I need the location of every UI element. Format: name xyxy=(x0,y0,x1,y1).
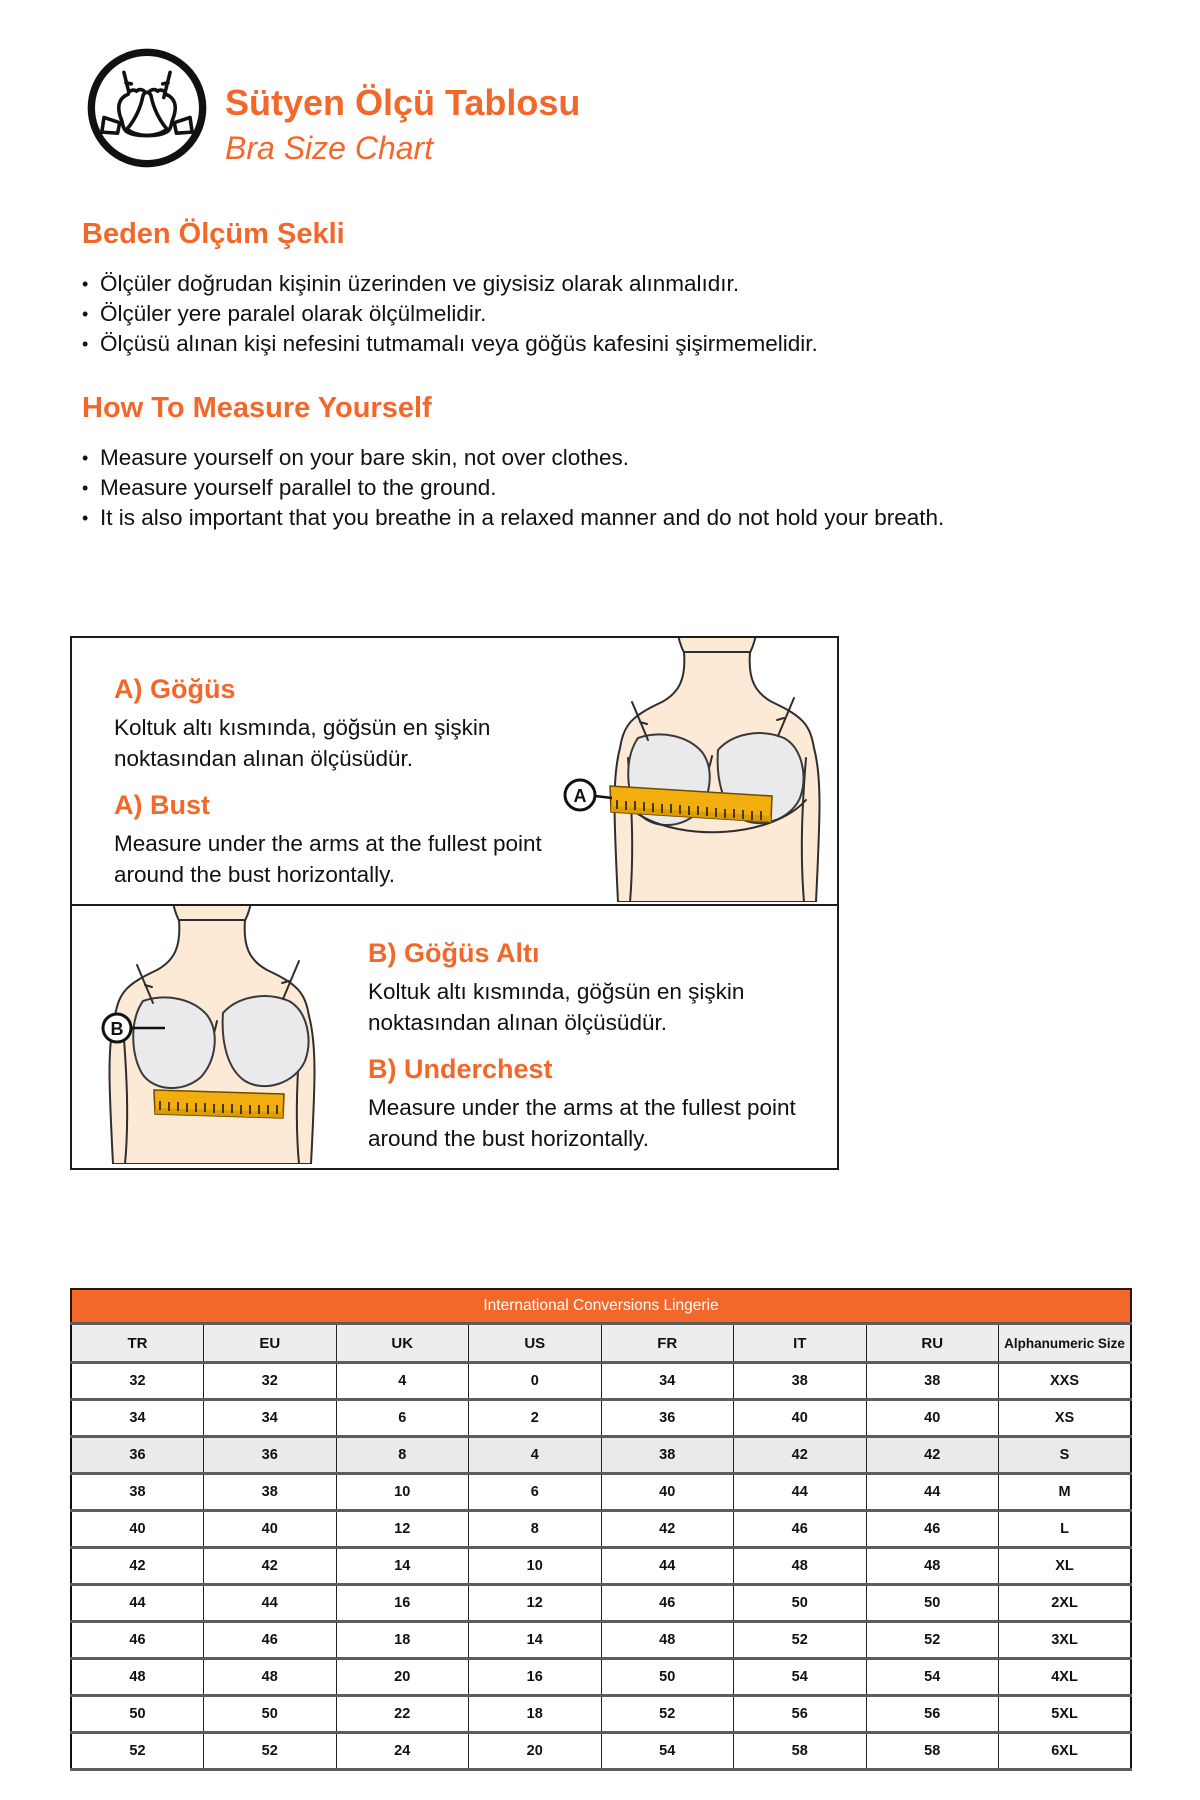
column-header-eu: EU xyxy=(204,1324,337,1363)
table-cell: 50 xyxy=(866,1585,999,1622)
measure-box-underchest xyxy=(70,904,839,1170)
table-cell: 12 xyxy=(336,1511,469,1548)
table-cell: 50 xyxy=(734,1585,867,1622)
table-cell: 40 xyxy=(204,1511,337,1548)
page-title: Sütyen Ölçü Tablosu xyxy=(225,82,581,123)
table-cell: 38 xyxy=(866,1363,999,1400)
bra-icon xyxy=(84,45,210,171)
table-row xyxy=(71,1622,1131,1659)
table-row xyxy=(71,1585,1131,1622)
table-cell: 38 xyxy=(204,1474,337,1511)
table-cell: 48 xyxy=(71,1659,204,1696)
table-cell: 46 xyxy=(71,1622,204,1659)
table-cell: 46 xyxy=(866,1511,999,1548)
table-cell: 48 xyxy=(601,1622,734,1659)
bullet-item xyxy=(82,269,1142,299)
table-cell: 52 xyxy=(866,1622,999,1659)
table-cell: 14 xyxy=(469,1622,602,1659)
bullet-icon: • xyxy=(82,274,89,294)
label-b-text: B xyxy=(110,1019,124,1039)
table-cell: 4XL xyxy=(999,1659,1132,1696)
table-cell: 48 xyxy=(734,1548,867,1585)
table-cell: 40 xyxy=(601,1474,734,1511)
bust-body-en: Measure under the arms at the fullest point around the bust horizontally. xyxy=(114,831,542,887)
bullet-icon: • xyxy=(82,304,89,324)
label-a-text: A xyxy=(573,786,587,806)
bullet-text: Ölçüler doğrudan kişinin üzerinden ve giysisiz olarak alınmalıdır. xyxy=(100,271,740,296)
table-cell: 6 xyxy=(336,1400,469,1437)
bullet-text: Measure yourself on your bare skin, not over clothes. xyxy=(100,445,630,470)
column-header-us: US xyxy=(469,1324,602,1363)
table-row xyxy=(71,1363,1131,1400)
label-a-badge xyxy=(565,780,595,810)
underchest-heading-en: B) Underchest xyxy=(368,1054,553,1084)
table-cell: 50 xyxy=(71,1696,204,1733)
table-cell: 4 xyxy=(336,1363,469,1400)
table-cell: 52 xyxy=(734,1622,867,1659)
table-cell: 58 xyxy=(734,1733,867,1770)
table-cell: 36 xyxy=(601,1400,734,1437)
table-cell: 54 xyxy=(734,1659,867,1696)
table-cell: 52 xyxy=(601,1696,734,1733)
bullet-text: Ölçüsü alınan kişi nefesini tutmamalı veya göğüs kafesini şişirmemelidir. xyxy=(100,331,818,356)
column-header-uk: UK xyxy=(336,1324,469,1363)
table-row xyxy=(71,1400,1131,1437)
bust-text-block xyxy=(114,674,544,906)
bullet-item xyxy=(82,473,1142,503)
bullet-icon: • xyxy=(82,334,89,354)
size-conversion-table xyxy=(70,1288,1132,1771)
bullet-icon: • xyxy=(82,478,89,498)
table-cell: 42 xyxy=(204,1548,337,1585)
table-row xyxy=(71,1474,1131,1511)
bullet-text: Measure yourself parallel to the ground. xyxy=(100,475,497,500)
table-cell: 8 xyxy=(336,1437,469,1474)
table-cell: 12 xyxy=(469,1585,602,1622)
section-heading-tr: Beden Ölçüm Şekli xyxy=(82,218,345,250)
bullet-text: It is also important that you breathe in a relaxed manner and do not hold your breath. xyxy=(100,505,945,530)
table-cell: XS xyxy=(999,1400,1132,1437)
table-cell: 58 xyxy=(866,1733,999,1770)
table-cell: 2XL xyxy=(999,1585,1132,1622)
table-cell: 44 xyxy=(71,1585,204,1622)
label-b-badge xyxy=(103,1014,131,1042)
table-cell: 38 xyxy=(734,1363,867,1400)
table-cell: 46 xyxy=(601,1585,734,1622)
table-row xyxy=(71,1696,1131,1733)
table-cell: 16 xyxy=(336,1585,469,1622)
table-cell: 18 xyxy=(336,1622,469,1659)
table-cell: 18 xyxy=(469,1696,602,1733)
table-cell: 20 xyxy=(336,1659,469,1696)
table-cell: 54 xyxy=(601,1733,734,1770)
table-header-row xyxy=(71,1324,1131,1363)
bullet-list-en xyxy=(82,443,1142,533)
bust-body-tr: Koltuk altı kısmında, göğsün en şişkin noktasından alınan ölçüsüdür. xyxy=(114,715,491,771)
table-cell: 34 xyxy=(71,1400,204,1437)
table-cell: 42 xyxy=(71,1548,204,1585)
table-cell: S xyxy=(999,1437,1132,1474)
table-cell: 46 xyxy=(204,1622,337,1659)
section-heading-en: How To Measure Yourself xyxy=(82,392,432,424)
table-cell: 34 xyxy=(601,1363,734,1400)
bullet-text: Ölçüler yere paralel olarak ölçülmelidir. xyxy=(100,301,487,326)
table-cell: 6XL xyxy=(999,1733,1132,1770)
table-cell: 38 xyxy=(601,1437,734,1474)
measure-box-bust xyxy=(70,636,839,908)
table-cell: 4 xyxy=(469,1437,602,1474)
table-cell: 40 xyxy=(734,1400,867,1437)
table-row xyxy=(71,1659,1131,1696)
underchest-body-en: Measure under the arms at the fullest point around the bust horizontally. xyxy=(368,1095,796,1151)
page-subtitle: Bra Size Chart xyxy=(225,130,434,166)
underchest-body-tr: Koltuk altı kısmında, göğsün en şişkin noktasından alınan ölçüsüdür. xyxy=(368,979,745,1035)
table-cell: 44 xyxy=(734,1474,867,1511)
table-cell: 34 xyxy=(204,1400,337,1437)
table-cell: 2 xyxy=(469,1400,602,1437)
column-header-fr: FR xyxy=(601,1324,734,1363)
table-cell: L xyxy=(999,1511,1132,1548)
table-cell: 44 xyxy=(866,1474,999,1511)
table-cell: 32 xyxy=(71,1363,204,1400)
section-measuring-tr xyxy=(82,218,1142,359)
table-cell: 40 xyxy=(71,1511,204,1548)
table-title-row xyxy=(71,1289,1131,1324)
table-cell: 42 xyxy=(601,1511,734,1548)
table-cell: XL xyxy=(999,1548,1132,1585)
column-header-ru: RU xyxy=(866,1324,999,1363)
table-cell: 44 xyxy=(601,1548,734,1585)
table-cell: 56 xyxy=(866,1696,999,1733)
table-cell: 8 xyxy=(469,1511,602,1548)
table-cell: 42 xyxy=(866,1437,999,1474)
table-title: International Conversions Lingerie xyxy=(71,1289,1131,1324)
table-cell: 40 xyxy=(866,1400,999,1437)
bust-heading-en: A) Bust xyxy=(114,790,210,820)
table-cell: 52 xyxy=(204,1733,337,1770)
table-cell: 10 xyxy=(336,1474,469,1511)
underchest-heading-tr: B) Göğüs Altı xyxy=(368,938,540,968)
column-header-it: IT xyxy=(734,1324,867,1363)
underchest-text-block xyxy=(368,938,798,1170)
table-cell: 24 xyxy=(336,1733,469,1770)
table-cell: 5XL xyxy=(999,1696,1132,1733)
bullet-item xyxy=(82,443,1142,473)
table-row xyxy=(71,1437,1131,1474)
table-cell: 52 xyxy=(71,1733,204,1770)
table-cell: 16 xyxy=(469,1659,602,1696)
bust-heading-tr: A) Göğüs xyxy=(114,674,236,704)
table-cell: 22 xyxy=(336,1696,469,1733)
table-cell: 48 xyxy=(204,1659,337,1696)
table-row xyxy=(71,1548,1131,1585)
table-cell: 6 xyxy=(469,1474,602,1511)
bullet-list-tr xyxy=(82,269,1142,359)
table-cell: 10 xyxy=(469,1548,602,1585)
table-cell: 50 xyxy=(601,1659,734,1696)
table-cell: 0 xyxy=(469,1363,602,1400)
table-cell: 46 xyxy=(734,1511,867,1548)
bullet-icon: • xyxy=(82,448,89,468)
bullet-item xyxy=(82,299,1142,329)
table-cell: 36 xyxy=(71,1437,204,1474)
section-measuring-en xyxy=(82,392,1142,533)
bullet-item xyxy=(82,503,1142,533)
table-cell: 56 xyxy=(734,1696,867,1733)
table-cell: 42 xyxy=(734,1437,867,1474)
table-cell: 44 xyxy=(204,1585,337,1622)
table-cell: 36 xyxy=(204,1437,337,1474)
table-row xyxy=(71,1511,1131,1548)
table-cell: 50 xyxy=(204,1696,337,1733)
column-header-alphanumeric-size: Alphanumeric Size xyxy=(999,1324,1132,1363)
table-row xyxy=(71,1733,1131,1770)
bullet-icon: • xyxy=(82,508,89,528)
table-cell: 3XL xyxy=(999,1622,1132,1659)
table-cell: 32 xyxy=(204,1363,337,1400)
table-cell: 54 xyxy=(866,1659,999,1696)
table-cell: 14 xyxy=(336,1548,469,1585)
table-cell: M xyxy=(999,1474,1132,1511)
table-cell: 38 xyxy=(71,1474,204,1511)
table-cell: 20 xyxy=(469,1733,602,1770)
label-a-leader-line xyxy=(595,796,612,798)
table-cell: 48 xyxy=(866,1548,999,1585)
table-cell: XXS xyxy=(999,1363,1132,1400)
bullet-item xyxy=(82,329,1142,359)
column-header-tr: TR xyxy=(71,1324,204,1363)
